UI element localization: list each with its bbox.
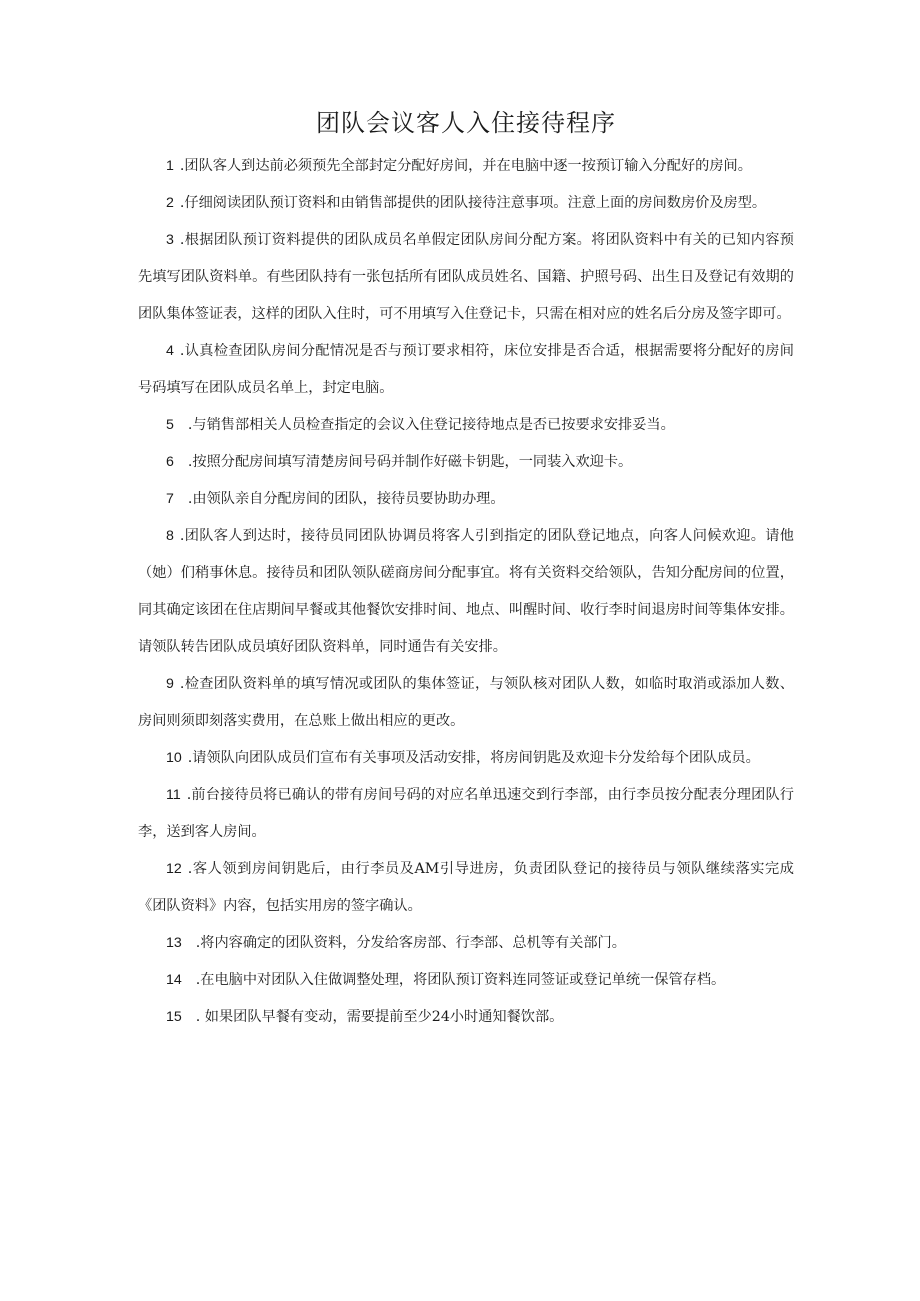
item-number: 6 (166, 454, 174, 470)
item-text: .将内容确定的团队资料，分发给客房部、行李部、总机等有关部门。 (195, 935, 626, 951)
item-text: .认真检查团队房间分配情况是否与预订要求相符，床位安排是否合适，根据需要将分配好的房间号码填写在团队成员名单上，封定电脑。 (138, 343, 794, 396)
item-number: 15 (166, 1009, 182, 1025)
procedure-item-12 (138, 851, 794, 925)
item-text: .与销售部相关人员检查指定的会议入住登记接待地点是否已按要求安排妥当。 (187, 417, 675, 433)
procedure-item-4 (138, 333, 794, 407)
procedure-item-11 (138, 777, 794, 851)
procedure-item-14 (138, 962, 794, 999)
item-text: . 如果团队早餐有变动，需要提前至少24小时通知餐饮部。 (195, 1009, 564, 1025)
document-title: 团队会议客人入住接待程序 (316, 109, 616, 137)
item-number: 13 (166, 935, 182, 951)
item-text: .在电脑中对团队入住做调整处理，将团队预订资料连同签证或登记单统一保管存档。 (195, 972, 726, 988)
item-number: 7 (166, 491, 174, 507)
procedure-item-9 (138, 666, 794, 740)
item-number: 11 (166, 787, 181, 803)
procedure-item-15 (138, 999, 794, 1036)
item-text: .团队客人到达时，接待员同团队协调员将客人引到指定的团队登记地点，向客人问候欢迎。请他（她）们稍事休息。接待员和团队领队磋商房间分配事宜。将有关资料交给领队，告知分配房间的位置，同其确定该团在住店期间早餐或其他餐饮安排时间、地点、叫醒时间、收行李时间退房时间等集体安排。请领队转告团队成员填好团队资料单，同时通告有关安排。 (138, 528, 794, 655)
procedure-item-6 (138, 444, 794, 481)
item-text: .团队客人到达前必须预先全部封定分配好房间，并在电脑中逐一按预订输入分配好的房间。 (179, 158, 752, 174)
procedure-item-10 (138, 740, 794, 777)
item-text: .请领队向团队成员们宣布有关事项及活动安排，将房间钥匙及欢迎卡分发给每个团队成员。 (187, 750, 760, 766)
procedure-item-5 (138, 407, 794, 444)
item-number: 10 (166, 750, 182, 766)
item-number: 3 (166, 232, 174, 248)
item-text: .根据团队预订资料提供的团队成员名单假定团队房间分配方案。将团队资料中有关的已知内容预先填写团队资料单。有些团队持有一张包括所有团队成员姓名、国籍、护照号码、出生日及登记有效期的团队集体签证表，这样的团队入住时，可不用填写入住登记卡，只需在相对应的姓名后分房及签字即可。 (138, 232, 794, 322)
item-text: .由领队亲自分配房间的团队，接待员要协助办理。 (187, 491, 505, 507)
item-text: .客人领到房间钥匙后，由行李员及AM引导进房，负责团队登记的接待员与领队继续落实完成《团队资料》内容，包括实用房的签字确认。 (138, 861, 794, 914)
item-number: 1 (166, 158, 174, 174)
item-text: .检查团队资料单的填写情况或团队的集体签证，与领队核对团队人数，如临时取消或添加人数、房间则须即刻落实费用，在总账上做出相应的更改。 (138, 676, 794, 729)
item-text: .按照分配房间填写清楚房间号码并制作好磁卡钥匙，一同装入欢迎卡。 (187, 454, 633, 470)
procedure-item-7 (138, 481, 794, 518)
item-number: 12 (166, 861, 182, 877)
item-number: 4 (166, 343, 174, 359)
procedure-item-8 (138, 518, 794, 666)
procedure-item-1 (138, 148, 794, 185)
item-text: .仔细阅读团队预订资料和由销售部提供的团队接待注意事项。注意上面的房间数房价及房型。 (179, 195, 767, 211)
item-number: 5 (166, 417, 174, 433)
procedure-item-13 (138, 925, 794, 962)
item-number: 9 (166, 676, 174, 692)
item-text: .前台接待员将已确认的带有房间号码的对应名单迅速交到行李部，由行李员按分配表分理团队行李，送到客人房间。 (138, 787, 794, 840)
item-number: 14 (166, 972, 182, 988)
procedure-item-3 (138, 222, 794, 333)
document-page (138, 100, 794, 1036)
item-number: 8 (166, 528, 174, 544)
item-number: 2 (166, 195, 174, 211)
procedure-item-2 (138, 185, 794, 222)
